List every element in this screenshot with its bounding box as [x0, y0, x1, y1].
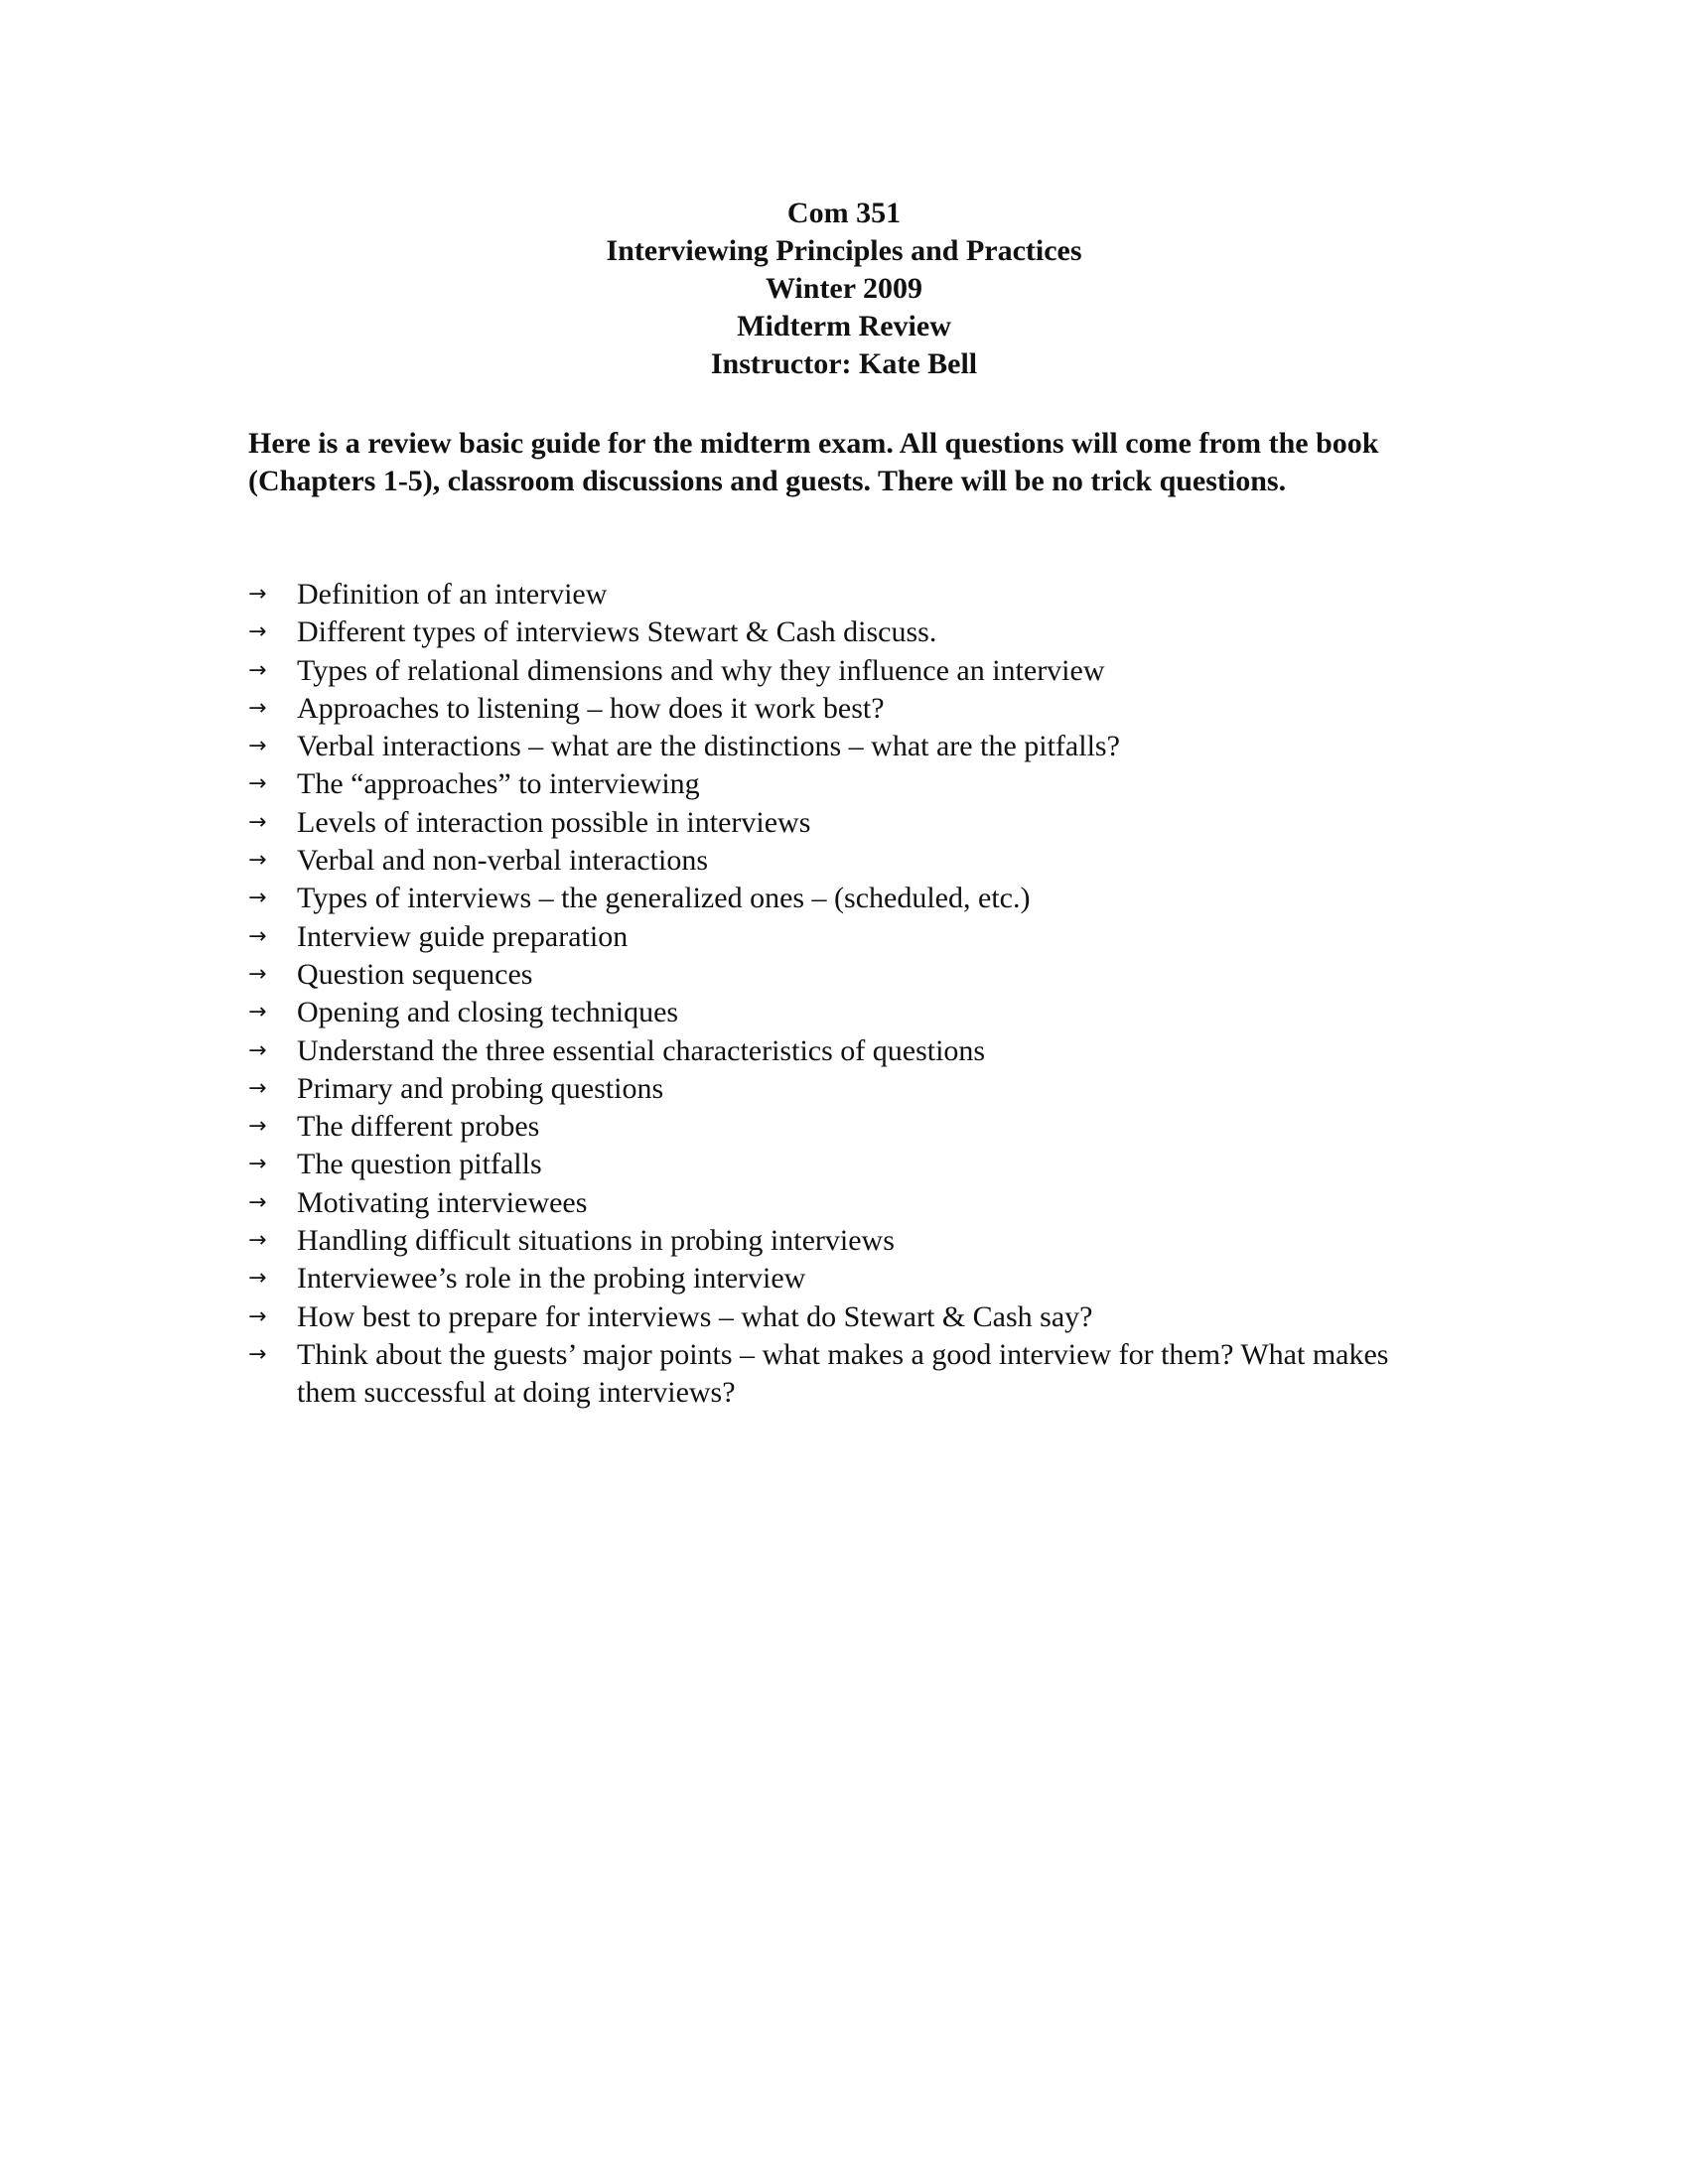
document-header	[0, 195, 1688, 383]
list-item-text: Definition of an interview	[297, 578, 608, 611]
list-item	[248, 956, 1440, 994]
list-item	[248, 994, 1440, 1031]
right-arrow-icon: →	[248, 771, 267, 797]
document-type: Midterm Review	[737, 310, 951, 342]
list-item-text: Motivating interviewees	[297, 1185, 588, 1219]
list-item	[248, 728, 1440, 765]
right-arrow-icon: →	[248, 923, 267, 949]
list-item-text: Interview guide preparation	[297, 919, 629, 953]
list-item	[248, 614, 1440, 651]
list-item	[248, 918, 1440, 956]
list-item	[248, 1032, 1440, 1070]
list-item	[248, 804, 1440, 842]
list-item-text: Verbal and non-verbal interactions	[297, 844, 709, 878]
list-item-text: How best to prepare for interviews – what do Stewart & Cash say?	[297, 1299, 1093, 1333]
right-arrow-icon: →	[248, 1037, 267, 1063]
list-item	[248, 1222, 1440, 1260]
right-arrow-icon: →	[248, 734, 267, 759]
right-arrow-icon: →	[248, 1228, 267, 1254]
right-arrow-icon: →	[248, 1303, 267, 1329]
instructor: Instructor: Kate Bell	[710, 347, 978, 380]
right-arrow-icon: →	[248, 961, 267, 987]
right-arrow-icon: →	[248, 1075, 267, 1101]
intro-paragraph: Here is a review basic guide for the midterm exam. All questions will come from the book (Chapters 1-5), classroom discussions and guests. There will be no trick questions.	[248, 427, 1379, 497]
list-item	[248, 576, 1440, 614]
right-arrow-icon: →	[248, 809, 267, 835]
list-item-text: Types of relational dimensions and why they influence an interview	[297, 653, 1105, 687]
right-arrow-icon: →	[248, 1189, 267, 1215]
list-item	[248, 1260, 1440, 1297]
list-item-text: Different types of interviews Stewart & Cash discuss.	[297, 615, 937, 649]
topic-list	[248, 576, 1440, 1413]
list-item-text: Opening and closing techniques	[297, 996, 679, 1029]
list-item-text: Handling difficult situations in probing interviews	[297, 1224, 895, 1258]
right-arrow-icon: →	[248, 657, 267, 683]
list-item	[248, 1070, 1440, 1108]
list-item-text: Types of interviews – the generalized ones – (scheduled, etc.)	[297, 882, 1031, 915]
list-item-text: Primary and probing questions	[297, 1071, 664, 1105]
list-item-text: The question pitfalls	[297, 1148, 542, 1181]
right-arrow-icon: →	[248, 886, 267, 911]
list-item	[248, 1298, 1440, 1336]
list-item	[248, 690, 1440, 728]
list-item	[248, 1108, 1440, 1146]
right-arrow-icon: →	[248, 695, 267, 721]
right-arrow-icon: →	[248, 582, 267, 607]
right-arrow-icon: →	[248, 1341, 267, 1367]
list-item-text: Understand the three essential characteristics of questions	[297, 1033, 986, 1067]
list-item-text: Interviewee’s role in the probing interview	[297, 1262, 806, 1296]
list-item-text: Levels of interaction possible in interviews	[297, 805, 811, 839]
term: Winter 2009	[765, 272, 923, 305]
right-arrow-icon: →	[248, 1114, 267, 1140]
list-item-text: Approaches to listening – how does it work best?	[297, 691, 885, 725]
list-item	[248, 842, 1440, 880]
list-item	[248, 1146, 1440, 1183]
right-arrow-icon: →	[248, 1266, 267, 1292]
right-arrow-icon: →	[248, 1000, 267, 1025]
list-item	[248, 880, 1440, 917]
list-item	[248, 1336, 1440, 1413]
list-item-text: The “approaches” to interviewing	[297, 767, 700, 801]
right-arrow-icon: →	[248, 848, 267, 874]
list-item	[248, 765, 1440, 803]
list-item-text: Question sequences	[297, 957, 533, 991]
list-item	[248, 1184, 1440, 1222]
list-item-text: The different probes	[297, 1110, 540, 1144]
right-arrow-icon: →	[248, 619, 267, 645]
right-arrow-icon: →	[248, 1152, 267, 1177]
course-code: Com 351	[786, 197, 902, 229]
list-item	[248, 652, 1440, 690]
course-title: Interviewing Principles and Practices	[606, 234, 1082, 267]
list-item-text: Verbal interactions – what are the distinctions – what are the pitfalls?	[297, 730, 1120, 763]
list-item-text: Think about the guests’ major points – what makes a good interview for them? What makes them successful at doing interviews?	[297, 1337, 1389, 1410]
